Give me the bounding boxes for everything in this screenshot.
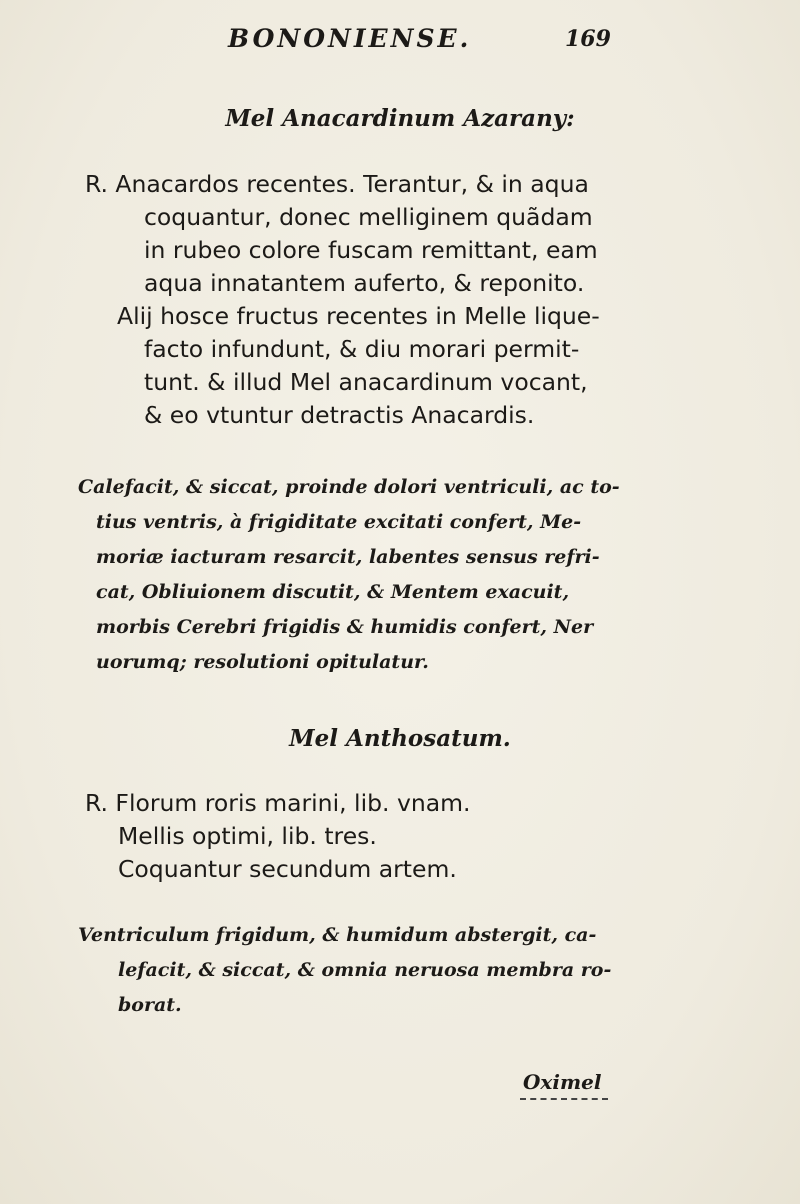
- recipe-line: in rubeo colore fuscam remittant, eam: [144, 236, 598, 264]
- running-head: BONONIENSE.: [228, 24, 472, 53]
- catchword: Oximel: [523, 1070, 602, 1094]
- recipe-line: aqua innatantem auferto, & reponito.: [144, 269, 585, 297]
- page-header: [0, 24, 800, 64]
- virtue-line: cat, Obliuionem discutit, & Mentem exacuit,: [96, 581, 570, 603]
- recipe-line: Coquantur secundum artem.: [118, 855, 457, 883]
- virtue-line: Ventriculum frigidum, & humidum abstergit, ca-: [78, 924, 597, 946]
- virtue-line: Calefacit, & siccat, proinde dolori ventriculi, ac to-: [78, 476, 620, 498]
- recipe-line: & eo vtuntur detractis Anacardis.: [144, 401, 535, 429]
- virtue-line: uorumq; resolutioni opitulatur.: [96, 651, 429, 673]
- page-number: 169: [565, 26, 611, 52]
- virtue-line: tius ventris, à frigiditate excitati confert, Me-: [96, 511, 582, 533]
- virtue-line: borat.: [118, 994, 182, 1016]
- recipe-line: R. Anacardos recentes. Terantur, & in aqua: [85, 170, 589, 198]
- virtue-line: moriæ iacturam resarcit, labentes sensus refri-: [96, 546, 600, 568]
- recipe-line: Mellis optimi, lib. tres.: [118, 822, 377, 850]
- catchword-underline: [520, 1098, 608, 1100]
- recipe-line: coquantur, donec melliginem quãdam: [144, 203, 593, 231]
- recipe-line: tunt. & illud Mel anacardinum vocant,: [144, 368, 588, 396]
- virtue-line: morbis Cerebri frigidis & humidis confert, Ner: [96, 616, 594, 638]
- virtues-anacardinum: [78, 470, 638, 680]
- virtue-line: lefacit, & siccat, & omnia neruosa membra ro-: [118, 959, 612, 981]
- virtues-anthosatum: [78, 918, 638, 1023]
- recipe-title-mel-anthosatum: Mel Anthosatum.: [289, 725, 511, 752]
- recipe-line: facto infundunt, & diu morari permit-: [144, 335, 580, 363]
- recipe-title-mel-anacardinum: Mel Anacardinum Azarany:: [225, 105, 575, 132]
- recipe-line: Alij hosce fructus recentes in Melle lique-: [117, 302, 600, 330]
- recipe-line: R. Florum roris marini, lib. vnam.: [85, 789, 471, 817]
